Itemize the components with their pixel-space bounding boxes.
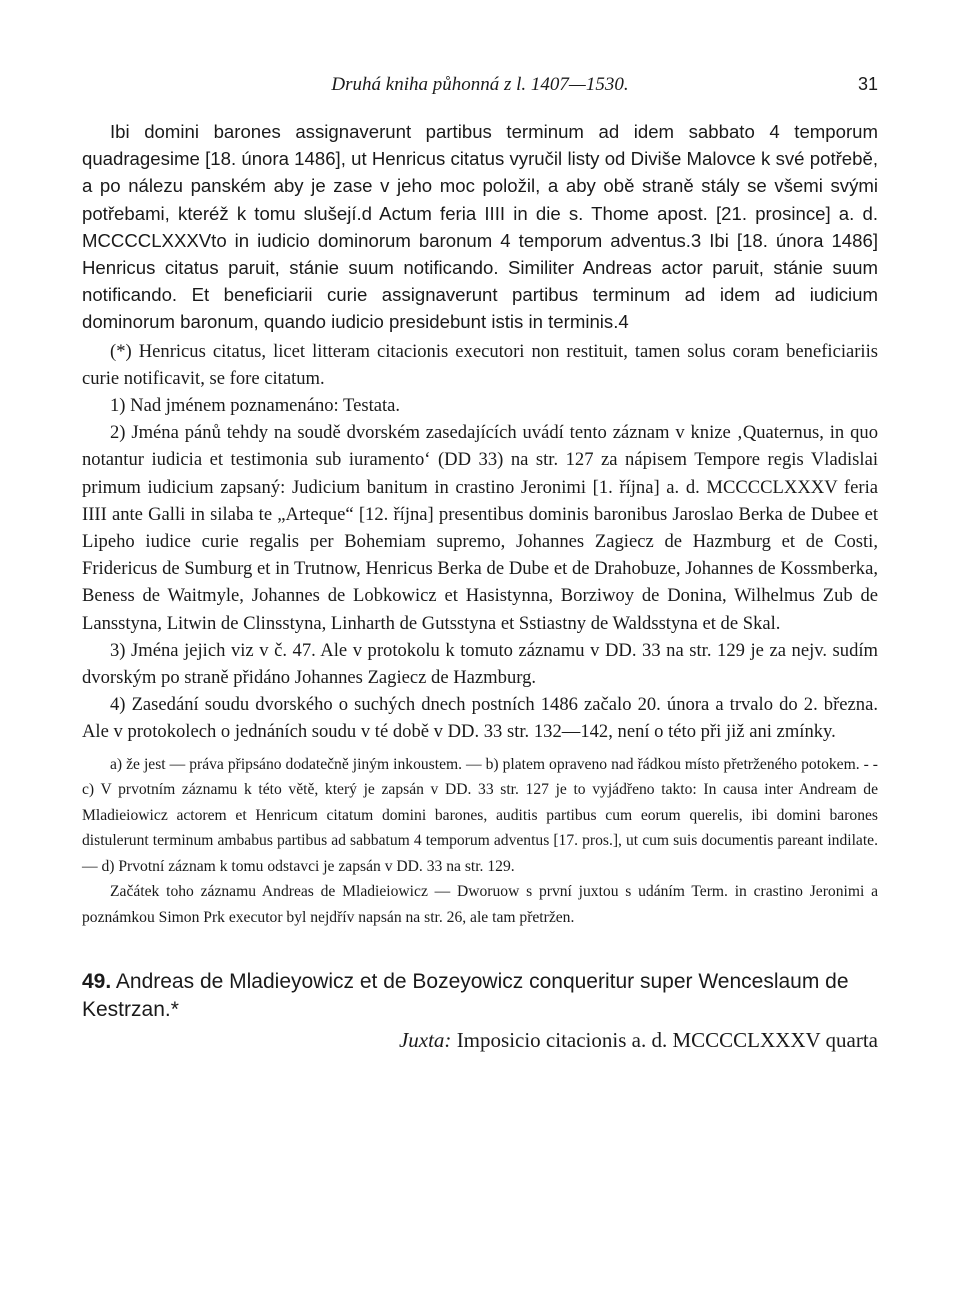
apparatus-remark: Začátek toho záznamu Andreas de Mladieiowicz — Dworuow s první juxtou s udáním Term. in crastino Jeronimi a poznámkou Simon Prk executor byl nejdřív napsán na str. 26, ale tam přetržen. <box>82 883 878 926</box>
juxta-label: Juxta: <box>398 1028 452 1053</box>
entry-number: 49. <box>82 970 112 994</box>
page <box>82 68 878 1053</box>
juxta-text: Imposicio citacionis a. d. MCCCCLXXXV quarta <box>456 1028 878 1053</box>
footnote-4: 4) Zasedání soudu dvorského o suchých dnech postních 1486 začalo 20. února a trvalo do 2. března. Ale v protokolech o jednáních soudu v té době v DD. 33 str. 132—142, není o této při již ani zmínky. <box>82 694 878 743</box>
footnote-3: 3) Jména jejich viz v č. 47. Ale v protokolu k tomuto záznamu v DD. 33 na str. 129 je za nejv. sudím dvorským po straně přidáno Johannes Zagiecz de Hazmburg. <box>82 639 878 689</box>
juxta-line <box>82 1028 878 1053</box>
main-paragraph: Ibi domini barones assignaverunt partibus terminum ad idem sabbato 4 temporum quadragesime [18. února 1486], ut Henricus citatus vyručil listy od Diviše Malovce k své potřebě, a po nálezu panském aby je zase v jeho moc položil, a aby obě straně stály se všemi svými potřebami, kteréž k tomu slušejí.d Actum feria IIII in die s. Thome apost. [21. prosince] a. d. MCCCCLXXXVto in iudicio dominorum baronum 4 temporum adventus.3 Ibi [18. února 1486] Henricus citatus paruit, stánie suum notificando. Similiter Andreas actor paruit, stánie suum notificando. Et beneficiarii curie assignaverunt partibus terminum ad idem ad iudicium dominorum baronum, quando iudicio presidebunt istis in terminis.4 <box>82 121 878 333</box>
main-text-block <box>82 118 878 336</box>
note-asterisk: (*) Henricus citatus, licet litteram citacionis executori non restituit, tamen solus coram beneficiariis curie notificavit, se fore citatum. <box>82 340 878 389</box>
page-number: 31 <box>857 74 878 94</box>
running-title: Druhá kniha půhonná z l. 1407—1530. <box>331 74 629 95</box>
entry-title: Andreas de Mladieyowicz et de Bozeyowicz conqueritur super Wenceslaum de Kestrzan.* <box>82 970 849 1022</box>
apparatus-notes: a) že jest — práva připsáno dodatečně jiným inkoustem. — b) platem opraveno nad řádkou místo přetrženého potokem. - - c) V prvotním záznamu k této větě, který je zapsán v DD. 33 str. 127 je to vyjádřeno takto: In causa inter Andream de Mladieiowicz actorem et Henricum citatum domini barones, auditis partibus cum eorum querelis, ibi domini barones distulerunt terminum ambabus partibus ad sabbatum 4 temporum adventus [17. pros.], ut cum suis documentis pareant indilate. — d) Prvotní záznam k tomu odstavci je zapsán v DD. 33 na str. 129. <box>82 755 878 875</box>
entry-49 <box>82 968 878 1024</box>
footnote-2: 2) Jména pánů tehdy na soudě dvorském zasedajících uvádí tento záznam v knize ‚Quaternus, in quo notantur iudicia et testimonia sub iuramento‘ (DD 33) na str. 127 za nápisem Tempore regis Vladislai primum iudicium zapsaný: Judicium banitum in crastino Jeronimi [1. října] a. d. MCCCCLXXXV feria IIII ante Galli in silaba te „Arteque“ [12. října] presentibus dominis baronibus Jaroslao Berka de Dubee et Lipeho iudice curie regalis per Bohemiam supremo, Johannes Zagiecz de Hazmburg et de Costi, Fridericus de Sumburg et in Trutnow, Henricus Berka de Dube et de Drahobuze, Johannes de Kossmberka, Beness de Waitmyle, Johannes de Lobkowicz et Hasistynna, Borziwoy de Donina, Wilhelmus Zub de Lansstyna, Litwin de Clinsstyna, Linharth de Gutsstyna et Sstiastny de Waldsstyna et de Skal. <box>82 422 878 634</box>
critical-apparatus <box>82 752 878 931</box>
page-header <box>82 68 878 104</box>
footnote-1: 1) Nad jménem poznamenáno: Testata. <box>110 395 401 417</box>
notes-block <box>82 338 878 746</box>
